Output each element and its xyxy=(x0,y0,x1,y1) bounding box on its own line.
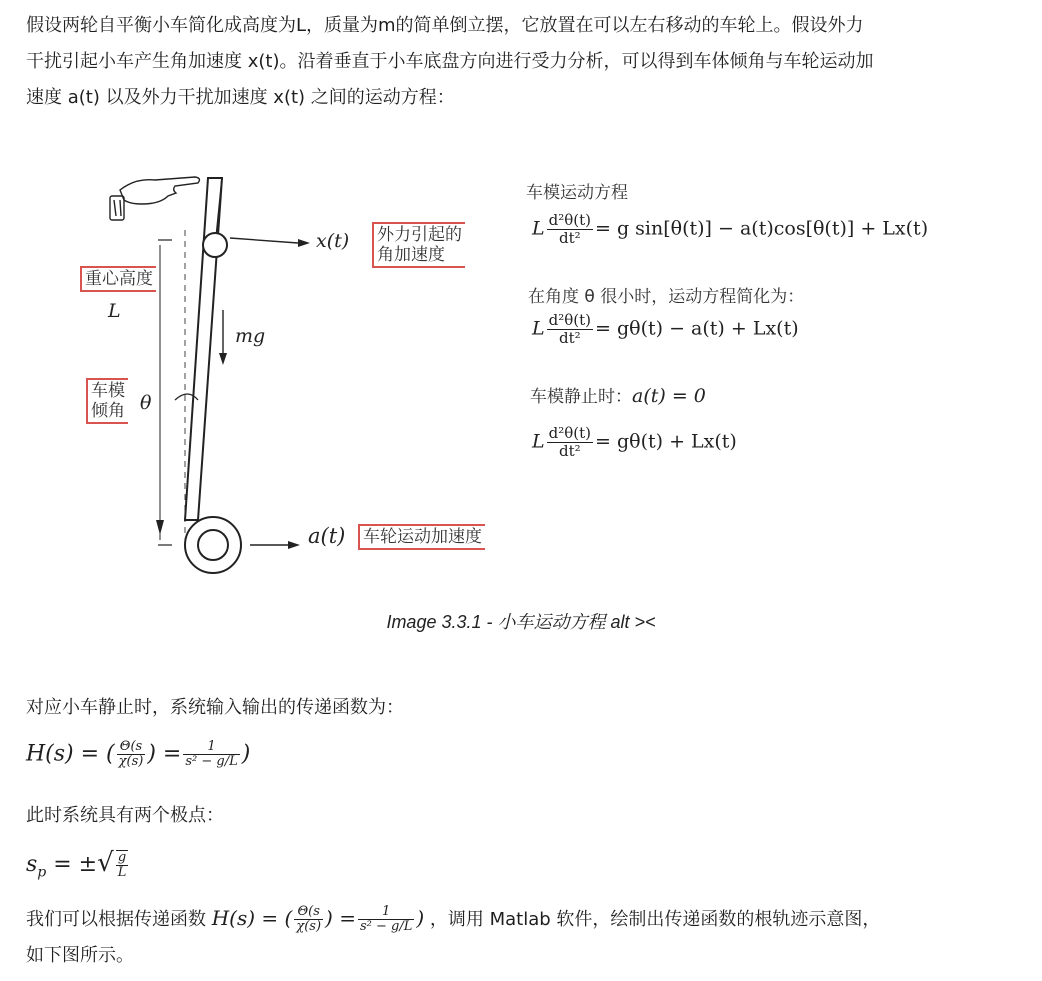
paragraph-4-line1 xyxy=(26,900,1002,938)
hand-icon xyxy=(110,177,199,220)
label-at: a(t) xyxy=(308,524,346,548)
p4-tf-end: ) xyxy=(416,906,425,930)
label-angle-line2: 倾角 xyxy=(91,401,125,421)
eq1-rhs: = g sin[θ(t)] − a(t)cos[θ(t)] + Lx(t) xyxy=(595,217,929,240)
label-height-L: L xyxy=(108,300,121,322)
eq2-den: dt² xyxy=(558,329,581,347)
eq-title: 车模运动方程 xyxy=(526,183,628,203)
intro-line-2: 干扰引起小车产生角加速度 x(t)。沿着垂直于小车底盘方向进行受力分析，可以得到车体倾角与车轮运动加 xyxy=(26,51,874,72)
eq3-fraction xyxy=(547,425,593,460)
tf-end: ) xyxy=(241,741,251,767)
eq2-fraction xyxy=(547,312,593,347)
poles-lhs: s xyxy=(26,852,38,877)
static-condition xyxy=(530,382,706,407)
label-at-desc: 车轮运动加速度 xyxy=(358,524,485,550)
eq1-fraction xyxy=(547,212,593,247)
poles-frac xyxy=(116,850,129,880)
p4-tf xyxy=(211,904,425,934)
label-height: 重心高度 xyxy=(80,266,156,292)
tf-frac-2-num: 1 xyxy=(183,740,239,755)
transfer-function xyxy=(26,740,250,769)
eq2-num: d²θ(t) xyxy=(548,311,592,329)
label-angle xyxy=(86,378,128,424)
eq3-den: dt² xyxy=(558,442,581,460)
inverted-pendulum-figure xyxy=(80,160,960,580)
sqrt-symbol: √ xyxy=(97,848,114,878)
p4-frac-2-num: 1 xyxy=(358,905,414,920)
tf-lhs: H(s) = ( xyxy=(26,741,115,767)
p4-frac-2-den: s² − g/L xyxy=(359,919,413,934)
paragraph-4-line2: 如下图所示。 xyxy=(26,945,134,966)
paragraph-2: 对应小车静止时，系统输入输出的传递函数为： xyxy=(26,697,404,718)
intro-paragraph xyxy=(26,8,1002,116)
poles-frac-num: g xyxy=(116,851,129,866)
eq1-num: d²θ(t) xyxy=(548,211,592,229)
p4-after: ，调用 Matlab 软件，绘制出传递函数的根轨迹示意图， xyxy=(429,909,881,930)
poles-eq: = ± xyxy=(46,852,98,877)
label-angle-line1: 车模 xyxy=(91,381,125,401)
tf-frac-2-den: s² − g/L xyxy=(185,754,238,769)
label-xt-desc-line1: 外力引起的 xyxy=(377,225,462,245)
p4-tf-mid: ) = xyxy=(325,906,356,930)
paragraph-4 xyxy=(26,900,1002,974)
eq3-L: L xyxy=(532,430,545,453)
small-angle-text: 在角度 θ 很小时，运动方程简化为： xyxy=(528,287,805,307)
tf-frac-2 xyxy=(183,740,239,769)
p4-frac-2 xyxy=(358,905,414,934)
tf-frac-1-num: Θ(s xyxy=(117,740,146,755)
intro-line-1: 假设两轮自平衡小车简化成高度为L，质量为m的简单倒立摆，它放置在可以左右移动的车轮上。假设外力 xyxy=(26,15,864,36)
figure-caption: Image 3.3.1 - 小车运动方程 alt >< xyxy=(386,612,656,632)
poles-equation xyxy=(26,848,130,880)
p4-frac-1-den: χ(s) xyxy=(296,919,322,934)
poles-sub: p xyxy=(37,864,47,881)
eq2-rhs: = gθ(t) − a(t) + Lx(t) xyxy=(595,317,799,340)
label-xt-desc xyxy=(372,222,465,268)
eq3-num: d²θ(t) xyxy=(548,424,592,442)
pendulum-diagram xyxy=(80,160,560,580)
tf-frac-1 xyxy=(117,740,146,769)
equation-2 xyxy=(532,312,799,347)
eq1-L: L xyxy=(532,217,545,240)
static-eq: a(t) = 0 xyxy=(632,385,706,407)
p4-tf-lhs: H(s) = ( xyxy=(211,906,293,930)
label-theta: θ xyxy=(140,392,152,414)
equation-1 xyxy=(532,212,928,247)
p4-before: 我们可以根据传递函数 xyxy=(26,909,206,930)
p4-frac-1 xyxy=(294,905,323,934)
poles-frac-den: L xyxy=(117,865,127,880)
intro-line-3: 速度 a(t) 以及外力干扰加速度 x(t) 之间的运动方程： xyxy=(26,87,455,108)
equation-3 xyxy=(532,425,737,460)
label-xt: x(t) xyxy=(316,230,350,252)
paragraph-3: 此时系统具有两个极点： xyxy=(26,805,224,826)
eq2-L: L xyxy=(532,317,545,340)
label-mg: mg xyxy=(235,325,266,347)
label-xt-desc-line2: 角加速度 xyxy=(377,245,445,265)
eq1-den: dt² xyxy=(558,229,581,247)
tf-frac-1-den: χ(s) xyxy=(118,754,144,769)
p4-frac-1-num: Θ(s xyxy=(294,905,323,920)
static-text: 车模静止时： xyxy=(530,387,632,407)
eq3-rhs: = gθ(t) + Lx(t) xyxy=(595,430,737,453)
tf-mid: ) = xyxy=(147,741,182,767)
